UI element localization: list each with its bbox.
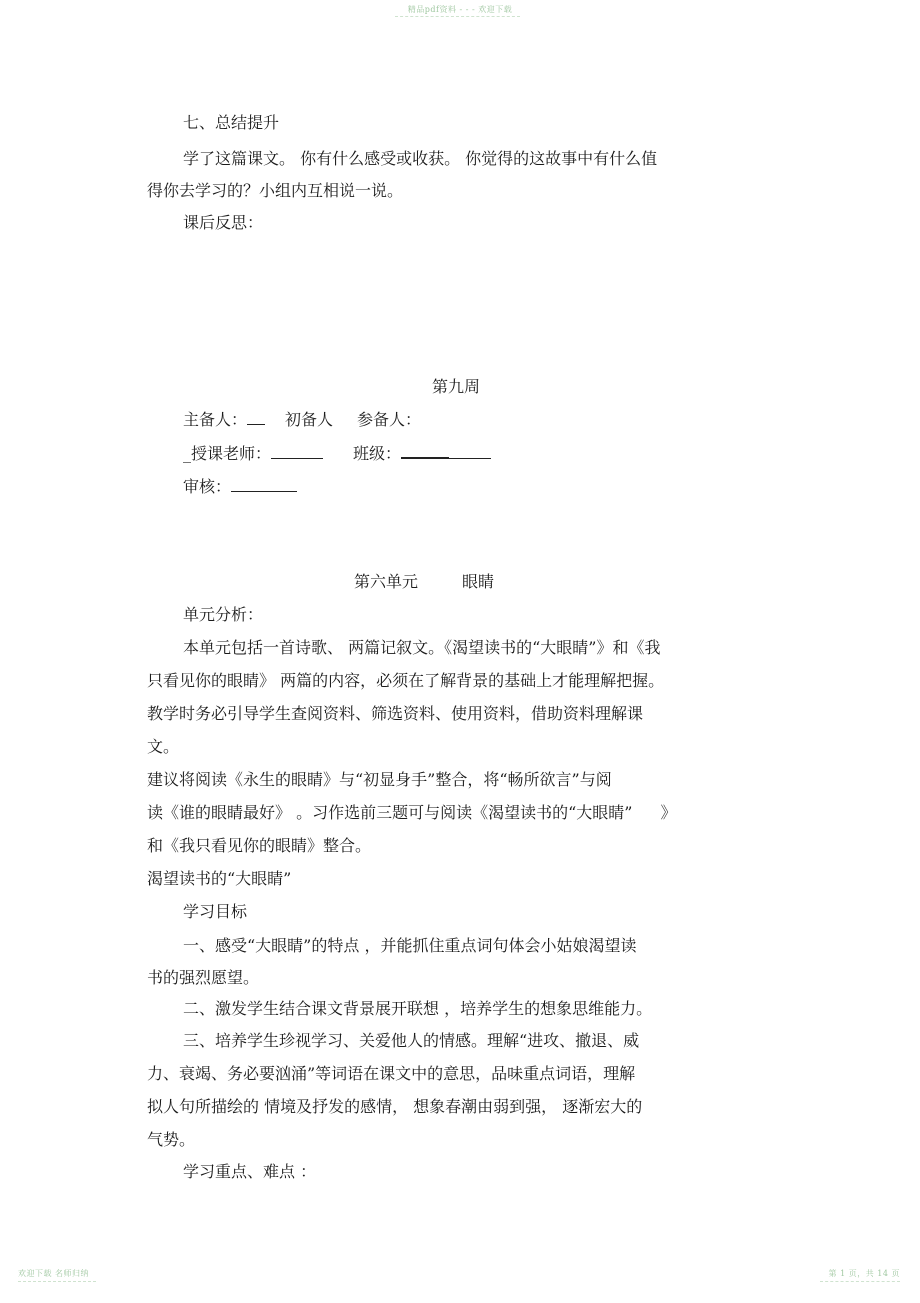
- paragraph-line: 拟人句所描绘的 情境及抒发的感情， 想象春潮由弱到强， 逐渐宏大的: [147, 1097, 643, 1116]
- header-watermark: 精品pdf资料 - - - 欢迎下载: [407, 5, 513, 14]
- unit-name: 眼睛: [462, 572, 495, 591]
- paragraph-line: 三、培养学生珍视学习、关爱他人的情感。理解“进攻、撤退、威: [183, 1031, 640, 1050]
- paragraph-line: 得你去学习的？小组内互相说一说。: [147, 181, 404, 200]
- unit-number: 第六单元: [354, 572, 419, 591]
- initial-preparer-label: 初备人: [285, 410, 334, 429]
- class-blank: [449, 444, 491, 459]
- week-title: 第九周: [431, 377, 480, 396]
- page-number: 第 1 页，共 14 页: [828, 1269, 900, 1278]
- paragraph-line: 二、激发学生结合课文背景展开联想 ，培养学生的想象思维能力。: [183, 999, 653, 1018]
- section-heading: 七、总结提升: [183, 113, 280, 132]
- unit-analysis-label: 单元分析：: [183, 605, 264, 624]
- paragraph-line: 只看见你的眼睛》 两篇的内容，必须在了解背景的基础上才能理解把握。: [147, 671, 665, 690]
- learning-goals-heading: 学习目标: [183, 902, 248, 921]
- header-divider: [395, 16, 520, 17]
- paragraph-line: 教学时务必引导学生查阅资料、筛选资料、使用资料，借助资料理解课: [147, 704, 644, 723]
- paragraph-line: 建议将阅读《永生的眼睛》与“初显身手”整合，将“畅所欲言”与阅: [147, 770, 612, 789]
- footer-left-divider: [18, 1281, 96, 1282]
- paragraph-line: 和《我只看见你的眼睛》整合。: [147, 836, 372, 855]
- paragraph-line: [147, 802, 676, 824]
- key-points-heading: 学习重点、难点 ：: [183, 1162, 317, 1181]
- class-blank-bold: [401, 443, 449, 459]
- teacher-line: [183, 443, 491, 465]
- paragraph-line: 书的强烈愿望。: [147, 968, 260, 987]
- main-preparer-blank: [247, 410, 265, 425]
- review-label: 审核：: [183, 477, 232, 496]
- reflection-label: 课后反思：: [183, 213, 264, 232]
- paragraph-line: 气势。: [147, 1130, 196, 1149]
- footer-right-divider: [820, 1281, 900, 1282]
- review-line: [183, 476, 297, 498]
- paragraph-line: 本单元包括一首诗歌、 两篇记叙文。《渴望读书的“大眼睛”》和《我: [183, 638, 661, 657]
- class-label: 班级：: [353, 444, 402, 463]
- main-preparer-label: 主备人：: [183, 410, 248, 429]
- unit-title: [354, 571, 494, 593]
- paragraph-line: 学了这篇课文。 你有什么感受或收获。 你觉得的这故事中有什么值: [183, 149, 658, 168]
- paragraph-line: 文。: [147, 737, 180, 756]
- text-segment: 读《谁的眼睛最好》 。习作选前三题可与阅读《渴望读书的“大眼睛”: [147, 803, 633, 822]
- paragraph-line: 力、衰竭、务必要汹涌”等词语在课文中的意思，品味重点词语，理解: [147, 1064, 636, 1083]
- footer-left: 欢迎下载 名师归纳: [18, 1269, 90, 1278]
- teacher-label: _授课老师：: [183, 444, 272, 463]
- review-blank: [231, 477, 297, 492]
- text-segment: 》: [660, 803, 677, 822]
- teacher-blank: [271, 444, 323, 459]
- paragraph-line: 一、感受“大眼睛”的特点 ，并能抓住重点词句体会小姑娘渴望读: [183, 936, 637, 955]
- preparer-line: [183, 409, 421, 431]
- participant-label: 参备人：: [357, 410, 422, 429]
- lesson-title: 渴望读书的“大眼睛”: [147, 869, 292, 888]
